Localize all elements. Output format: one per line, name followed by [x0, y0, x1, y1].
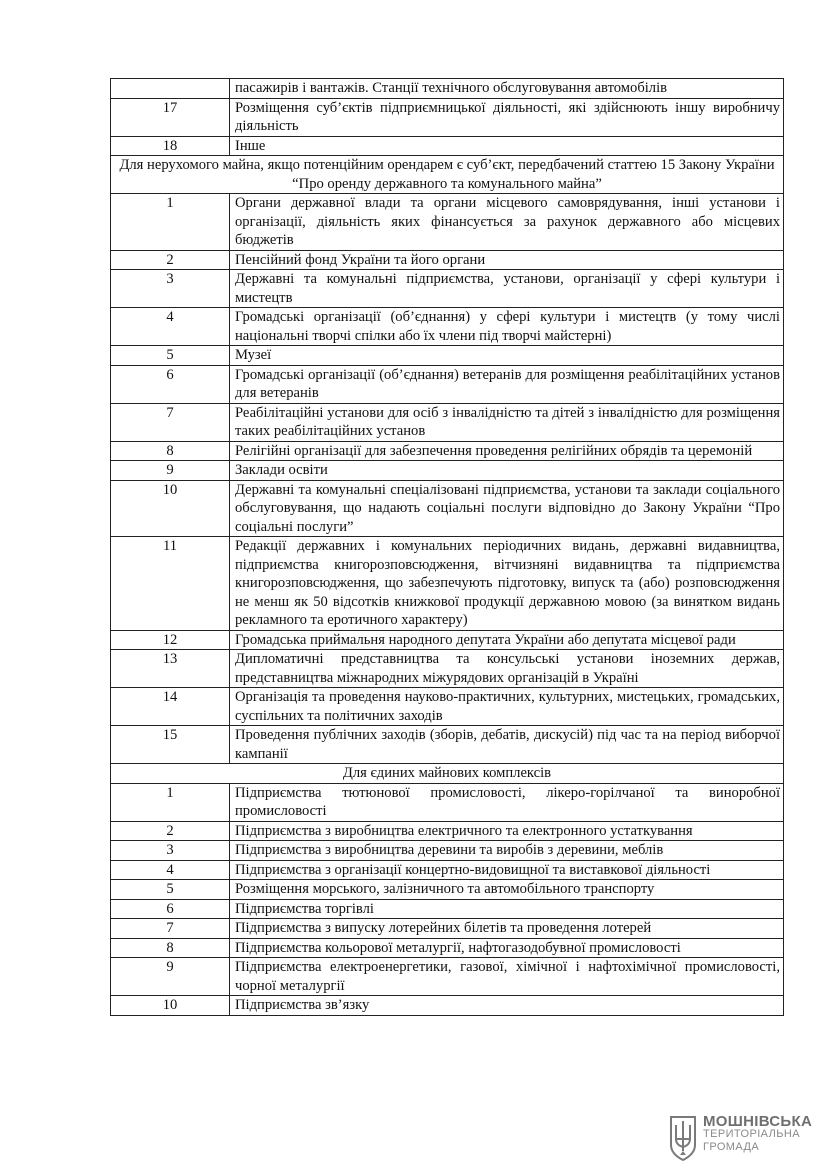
row-number — [111, 79, 230, 99]
table-row — [111, 919, 784, 939]
row-description: Інше — [230, 136, 784, 156]
row-description: Організація та проведення науково-практичних, культурних, мистецьких, громадських, суспільних та політичних заходів — [230, 688, 784, 726]
table-row — [111, 688, 784, 726]
row-description: Підприємства з виробництва деревини та виробів з деревини, меблів — [230, 841, 784, 861]
row-number: 7 — [111, 919, 230, 939]
table-row — [111, 958, 784, 996]
table-row — [111, 346, 784, 366]
table-row — [111, 899, 784, 919]
section-header-cell: Для нерухомого майна, якщо потенційним орендарем є суб’єкт, передбачений статтею 15 Закону України “Про оренду державного та комунального майна” — [111, 156, 784, 194]
row-number: 14 — [111, 688, 230, 726]
row-number: 1 — [111, 194, 230, 251]
row-description: Державні та комунальні спеціалізовані підприємства, установи та заклади соціального обслуговування, що надають соціальні послуги відповідно до Закону України “Про соціальні послуги” — [230, 480, 784, 537]
table-row — [111, 938, 784, 958]
row-number: 3 — [111, 270, 230, 308]
row-description: Державні та комунальні підприємства, установи, організації у сфері культури і мистецтв — [230, 270, 784, 308]
section-header-row — [111, 156, 784, 194]
row-description: Підприємства з виробництва електричного та електронного устаткування — [230, 821, 784, 841]
row-description: Релігійні організації для забезпечення проведення релігійних обрядів та церемоній — [230, 441, 784, 461]
row-number: 5 — [111, 880, 230, 900]
row-number: 4 — [111, 860, 230, 880]
row-number: 17 — [111, 98, 230, 136]
table-row — [111, 79, 784, 99]
table-row — [111, 480, 784, 537]
table-row — [111, 194, 784, 251]
table-row — [111, 270, 784, 308]
section-header-cell: Для єдиних майнових комплексів — [111, 764, 784, 784]
document-table-container — [110, 78, 784, 1016]
row-number: 5 — [111, 346, 230, 366]
table-row — [111, 821, 784, 841]
row-number: 12 — [111, 630, 230, 650]
row-description: Громадська приймальня народного депутата України або депутата місцевої ради — [230, 630, 784, 650]
rental-purpose-table — [110, 78, 784, 1016]
row-number: 2 — [111, 250, 230, 270]
row-description: Підприємства кольорової металургії, нафтогазодобувної промисловості — [230, 938, 784, 958]
row-description: пасажирів і вантажів. Станції технічного обслуговування автомобілів — [230, 79, 784, 99]
row-number: 13 — [111, 650, 230, 688]
table-row — [111, 98, 784, 136]
row-number: 6 — [111, 899, 230, 919]
row-number: 3 — [111, 841, 230, 861]
table-row — [111, 250, 784, 270]
table-row — [111, 726, 784, 764]
row-number: 4 — [111, 308, 230, 346]
row-description: Реабілітаційні установи для осіб з інвалідністю та дітей з інвалідністю для розміщення таких реабілітаційних установ — [230, 403, 784, 441]
row-description: Музеї — [230, 346, 784, 366]
row-number: 8 — [111, 441, 230, 461]
table-row — [111, 841, 784, 861]
table-row — [111, 630, 784, 650]
row-description: Заклади освіти — [230, 461, 784, 481]
table-row — [111, 441, 784, 461]
table-row — [111, 308, 784, 346]
row-description: Громадські організації (об’єднання) ветеранів для розміщення реабілітаційних установ для ветеранів — [230, 365, 784, 403]
row-number: 9 — [111, 461, 230, 481]
table-row — [111, 880, 784, 900]
row-number: 15 — [111, 726, 230, 764]
table-row — [111, 783, 784, 821]
row-description: Підприємства тютюнової промисловості, лікеро-горілчаної та виноробної промисловості — [230, 783, 784, 821]
table-row — [111, 461, 784, 481]
community-logo — [668, 1113, 813, 1163]
row-description: Пенсійний фонд України та його органи — [230, 250, 784, 270]
row-description: Редакції державних і комунальних періодичних видань, державні видавництва, підприємства книгорозповсюдження, вітчизняні видавництва та підприємства книгорозповсюдження, що забезпечують підготовку, випуск та (або) розповсюдження не менш як 50 відсотків книжкової продукції державною мовою (за винятком видань рекламного та еротичного характеру) — [230, 537, 784, 631]
row-description: Підприємства з випуску лотерейних білетів та проведення лотерей — [230, 919, 784, 939]
row-description: Підприємства електроенергетики, газової, хімічної і нафтохімічної промисловості, чорної металургії — [230, 958, 784, 996]
logo-text — [703, 1115, 812, 1154]
logo-title: МОШНІВСЬКА — [703, 1113, 813, 1130]
table-row — [111, 136, 784, 156]
row-description: Розміщення морського, залізничного та автомобільного транспорту — [230, 880, 784, 900]
row-number: 2 — [111, 821, 230, 841]
row-description: Розміщення суб’єктів підприємницької діяльності, які здійснюють іншу виробничу діяльність — [230, 98, 784, 136]
table-row — [111, 537, 784, 631]
row-description: Дипломатичні представництва та консульські установи іноземних держав, представництва міжнародних міжурядових організацій в Україні — [230, 650, 784, 688]
row-description: Громадські організації (об’єднання) у сфері культури і мистецтв (у тому числі національні творчі спілки або їх члени під творчі майстерні) — [230, 308, 784, 346]
row-number: 9 — [111, 958, 230, 996]
row-number: 10 — [111, 480, 230, 537]
row-description: Підприємства торгівлі — [230, 899, 784, 919]
row-description: Підприємства з організації концертно-видовищної та виставкової діяльності — [230, 860, 784, 880]
row-number: 7 — [111, 403, 230, 441]
row-description: Підприємства зв’язку — [230, 996, 784, 1016]
logo-subtitle-2: ГРОМАДА — [703, 1141, 760, 1153]
table-row — [111, 365, 784, 403]
trident-emblem-icon — [668, 1115, 698, 1161]
table-body — [111, 79, 784, 1016]
table-row — [111, 403, 784, 441]
row-number: 8 — [111, 938, 230, 958]
row-number: 10 — [111, 996, 230, 1016]
section-header-row — [111, 764, 784, 784]
table-row — [111, 860, 784, 880]
row-description: Проведення публічних заходів (зборів, дебатів, дискусій) під час та на період виборчої кампанії — [230, 726, 784, 764]
table-row — [111, 996, 784, 1016]
row-number: 18 — [111, 136, 230, 156]
row-number: 11 — [111, 537, 230, 631]
table-row — [111, 650, 784, 688]
row-description: Органи державної влади та органи місцевого самоврядування, інші установи і організації, діяльність яких фінансується за рахунок державного або місцевих бюджетів — [230, 194, 784, 251]
row-number: 1 — [111, 783, 230, 821]
logo-subtitle-1: ТЕРИТОРІАЛЬНА — [703, 1128, 800, 1140]
row-number: 6 — [111, 365, 230, 403]
